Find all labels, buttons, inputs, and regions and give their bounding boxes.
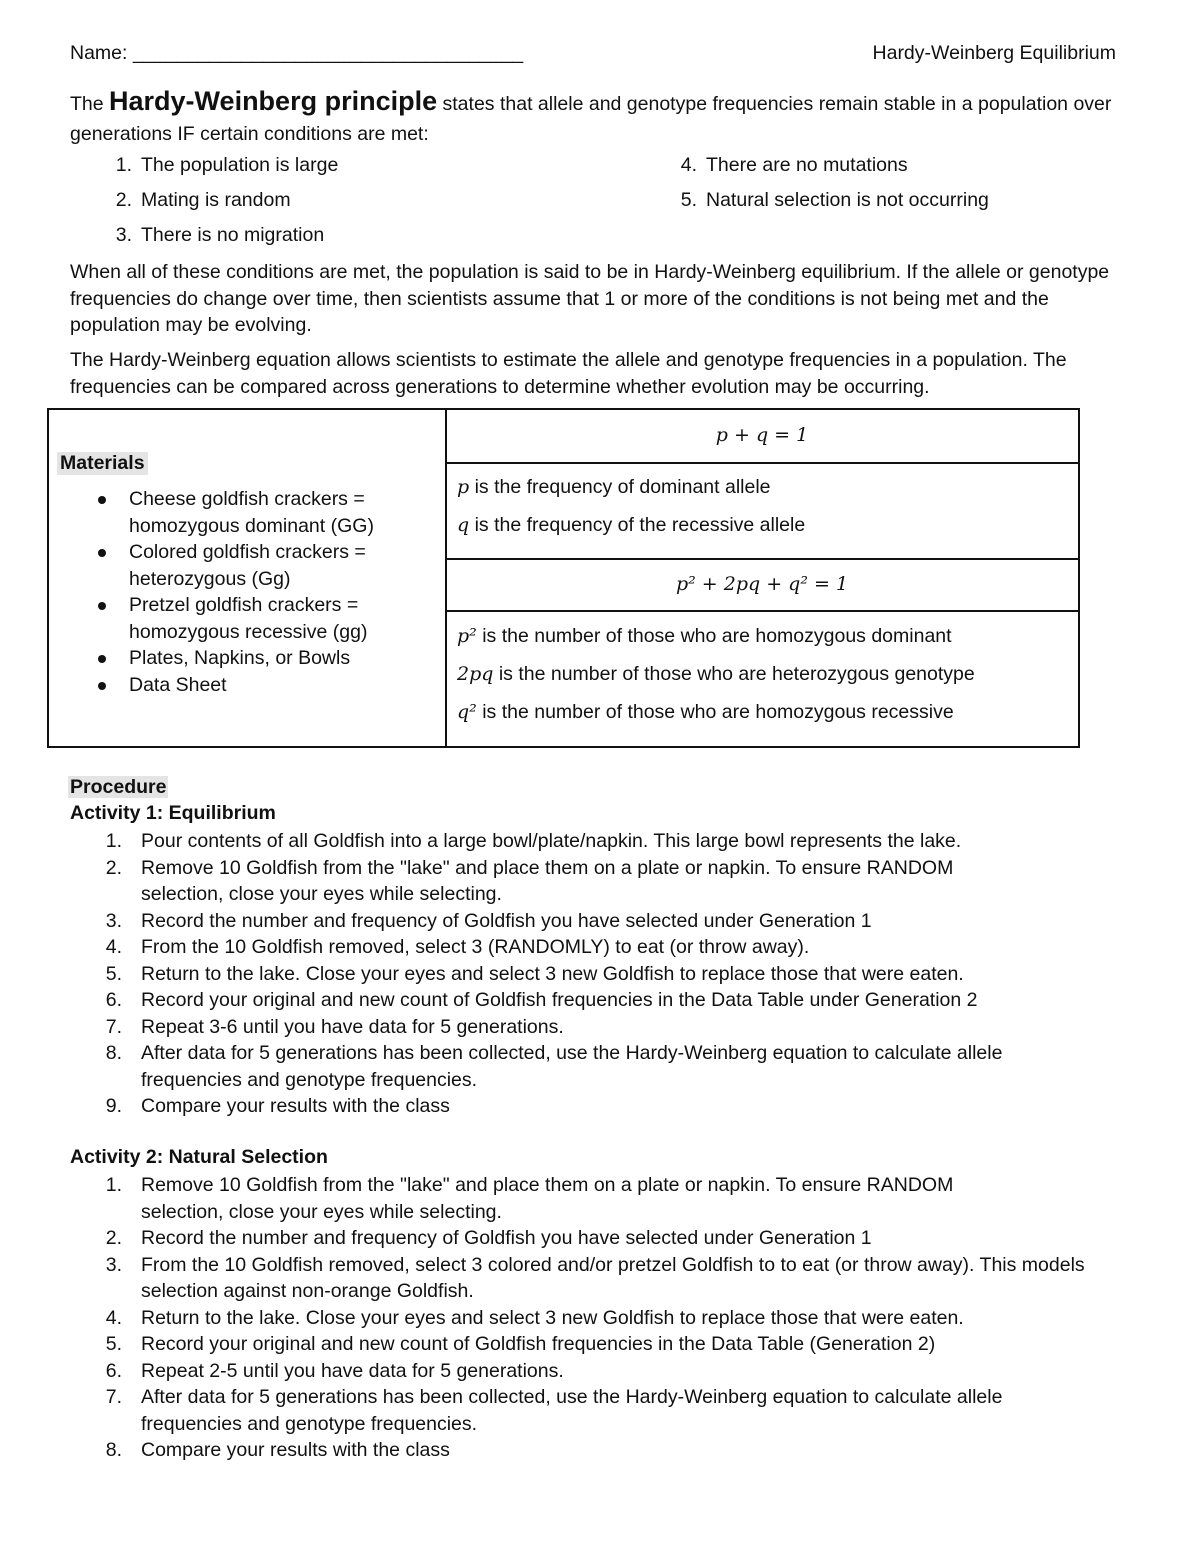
materials-item: Pretzel goldfish crackers = homozygous recessive (gg) <box>89 592 429 645</box>
p-symbol: p <box>457 476 470 498</box>
name-field-label: Name: ____________________________________ <box>70 42 524 64</box>
p2-description: is the number of those who are homozygous dominant <box>482 625 952 647</box>
step-text: Pour contents of all Goldfish into a large bowl/plate/napkin. This large bowl represents the lake. <box>141 830 962 852</box>
materials-item: Data Sheet <box>89 672 429 699</box>
condition-item <box>70 189 291 212</box>
document-title: Hardy-Weinberg Equilibrium <box>872 42 1116 64</box>
list-item <box>70 1437 1150 1464</box>
condition-number: 4. <box>680 154 697 176</box>
table-divider <box>446 558 1078 560</box>
list-item <box>70 855 1150 908</box>
step-text: Return to the lake. Close your eyes and select 3 new Goldfish to replace those that were eaten. <box>141 1306 964 1329</box>
activity1-steps <box>70 828 1150 1120</box>
list-item <box>70 1384 1150 1437</box>
step-text: From the 10 Goldfish removed, select 3 (RANDOMLY) to eat (or throw away). <box>141 936 810 958</box>
step-number: 4. <box>105 1306 122 1329</box>
allele-equation: p + q = 1 <box>715 424 809 446</box>
condition-text: Mating is random <box>141 189 291 211</box>
step-text: Return to the lake. Close your eyes and select 3 new Goldfish to replace those that were eaten. <box>141 962 964 985</box>
step-number: 8. <box>105 1439 122 1461</box>
step-number: 8. <box>105 1042 122 1064</box>
p-definition <box>457 476 771 499</box>
condition-text: There are no mutations <box>706 154 908 176</box>
genotype-equation: p² + 2pq + q² = 1 <box>675 573 849 595</box>
step-number: 2. <box>105 856 122 879</box>
list-item <box>70 1172 1150 1225</box>
step-number: 6. <box>105 989 122 1011</box>
q-description: is the frequency of the recessive allele <box>474 514 806 536</box>
step-number: 2. <box>105 1227 122 1249</box>
condition-number: 2. <box>115 189 132 211</box>
condition-number: 3. <box>115 224 132 246</box>
step-text: Record your original and new count of Goldfish frequencies in the Data Table (Generation 2) <box>141 1333 936 1355</box>
table-divider <box>446 610 1078 612</box>
step-number: 3. <box>105 909 122 932</box>
equation-paragraph: The Hardy-Weinberg equation allows scientists to estimate the allele and genotype frequencies in a population. The frequencies can be compared across generations to determine whether evolution may be occurring. <box>70 349 1067 398</box>
step-text: After data for 5 generations has been collected, use the Hardy-Weinberg equation to calculate allele frequencies and genotype frequencies. <box>141 1386 1003 1435</box>
condition-text: The population is large <box>141 154 339 176</box>
step-number: 5. <box>105 1333 122 1355</box>
step-text: Record the number and frequency of Goldfish you have selected under Generation 1 <box>141 1227 872 1249</box>
materials-heading: Materials <box>57 452 148 475</box>
step-text: After data for 5 generations has been collected, use the Hardy-Weinberg equation to calculate allele frequencies and genotype frequencies. <box>141 1042 1003 1091</box>
intro-rest: states that allele and genotype frequencies remain stable in a population over generations IF certain conditions are met: <box>70 93 1112 145</box>
intro-lead: The <box>70 93 104 115</box>
step-number: 1. <box>105 1174 122 1196</box>
list-item <box>70 828 1150 855</box>
materials-item: Cheese goldfish crackers = homozygous dominant (GG) <box>89 486 429 539</box>
pq-description: is the number of those who are heterozygous genotype <box>498 663 975 685</box>
step-number: 3. <box>105 1253 122 1276</box>
step-text: Repeat 3-6 until you have data for 5 generations. <box>141 1015 564 1038</box>
condition-item <box>635 154 908 177</box>
table-divider <box>446 462 1078 464</box>
procedure-heading: Procedure <box>70 776 167 798</box>
step-number: 9. <box>105 1095 122 1117</box>
list-item <box>70 987 1150 1014</box>
list-item <box>70 1358 1150 1385</box>
condition-item <box>70 224 324 247</box>
list-item <box>70 1252 1150 1305</box>
p-description: is the frequency of dominant allele <box>474 476 771 498</box>
condition-number: 1. <box>115 154 132 176</box>
p2-definition <box>457 625 952 648</box>
step-number: 4. <box>105 936 122 958</box>
condition-item <box>635 189 989 212</box>
condition-text: There is no migration <box>141 224 325 246</box>
q2-definition <box>457 701 954 724</box>
list-item <box>70 908 1150 935</box>
activity2-heading: Activity 2: Natural Selection <box>70 1146 328 1168</box>
step-number: 7. <box>105 1386 122 1408</box>
step-number: 6. <box>105 1359 122 1382</box>
q2-symbol: q² <box>457 701 477 723</box>
condition-number: 5. <box>680 189 697 211</box>
step-text: Compare your results with the class <box>141 1095 450 1117</box>
step-text: Record your original and new count of Goldfish frequencies in the Data Table under Generation 2 <box>141 989 978 1011</box>
list-item <box>70 1014 1150 1041</box>
step-number: 5. <box>105 962 122 985</box>
list-item <box>70 1331 1150 1358</box>
list-item <box>70 1305 1150 1332</box>
step-text: Repeat 2-5 until you have data for 5 generations. <box>141 1359 564 1382</box>
condition-item <box>70 154 338 177</box>
activity2-steps <box>70 1172 1150 1464</box>
materials-item: Plates, Napkins, or Bowls <box>89 645 429 672</box>
activity1-heading: Activity 1: Equilibrium <box>70 802 276 824</box>
p2-symbol: p² <box>457 625 477 647</box>
materials-list <box>89 486 429 698</box>
step-text: Record the number and frequency of Goldfish you have selected under Generation 1 <box>141 909 872 932</box>
materials-item: Colored goldfish crackers = heterozygous (Gg) <box>89 539 429 592</box>
step-number: 1. <box>105 830 122 852</box>
list-item <box>70 1225 1150 1252</box>
condition-text: Natural selection is not occurring <box>706 189 989 211</box>
step-text: From the 10 Goldfish removed, select 3 colored and/or pretzel Goldfish to to eat (or throw away). This models selection against non-orange Goldfish. <box>141 1253 1085 1302</box>
q2-description: is the number of those who are homozygous recessive <box>482 701 954 723</box>
intro-paragraph <box>70 86 1130 149</box>
list-item <box>70 934 1150 961</box>
step-text: Compare your results with the class <box>141 1439 450 1461</box>
step-text: Remove 10 Goldfish from the "lake" and place them on a plate or napkin. To ensure RANDOM selection, close your eyes while selecting. <box>141 856 954 905</box>
intro-term: Hardy-Weinberg principle <box>109 86 438 116</box>
q-symbol: q <box>457 514 470 536</box>
materials-equation-table <box>47 408 1080 748</box>
pq-definition <box>457 663 975 686</box>
step-text: Remove 10 Goldfish from the "lake" and place them on a plate or napkin. To ensure RANDOM selection, close your eyes while selecting. <box>141 1174 954 1223</box>
list-item <box>70 1093 1150 1120</box>
list-item <box>70 961 1150 988</box>
pq-symbol: 2pq <box>457 663 494 685</box>
equilibrium-paragraph: When all of these conditions are met, the population is said to be in Hardy-Weinberg equilibrium. If the allele or genotype frequencies do change over time, then scientists assume that 1 or more of the conditions is not being met and the population may be evolving. <box>70 261 1110 336</box>
step-number: 7. <box>105 1015 122 1038</box>
list-item <box>70 1040 1150 1093</box>
q-definition <box>457 514 805 537</box>
